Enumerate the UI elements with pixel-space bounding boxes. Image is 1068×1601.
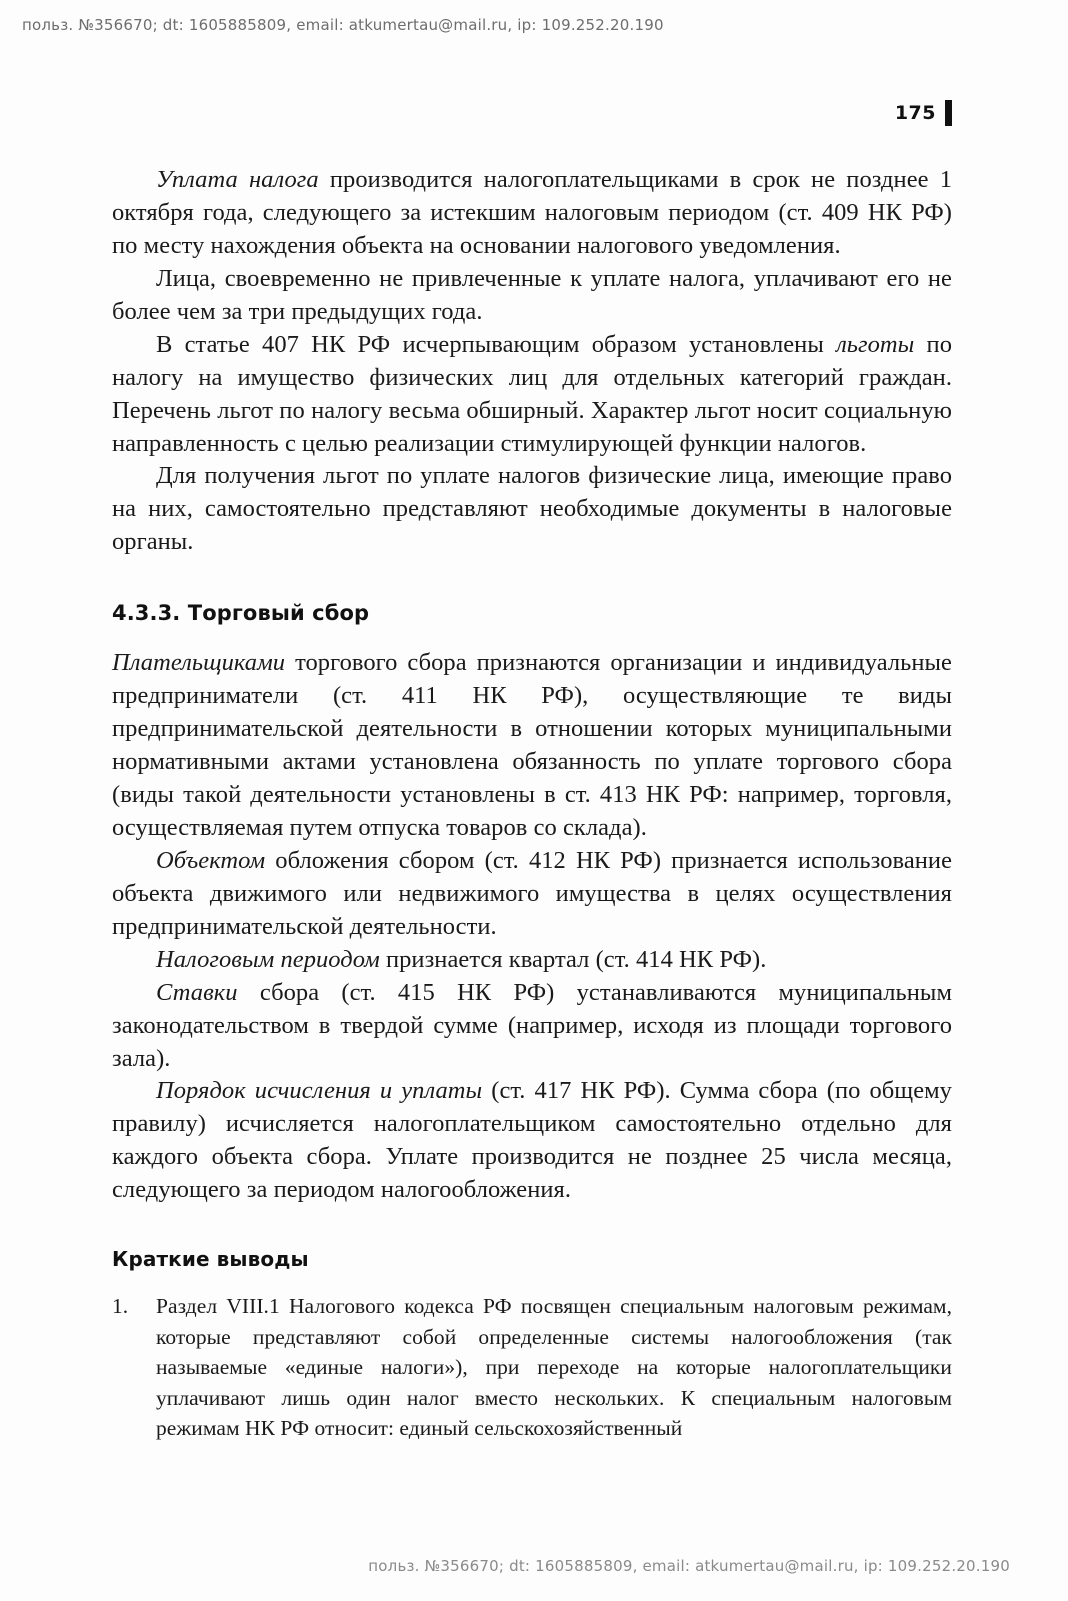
- watermark-top: польз. №356670; dt: 1605885809, email: atkumertau@mail.ru, ip: 109.252.20.190: [22, 16, 664, 34]
- paragraph-poryadok-ischisleniya: [112, 1075, 952, 1207]
- lead-in-platelshchikami: Плательщиками: [112, 649, 286, 677]
- paragraph-obekt: [112, 845, 952, 944]
- list-item: [112, 1291, 952, 1444]
- watermark-bottom: польз. №356670; dt: 1605885809, email: atkumertau@mail.ru, ip: 109.252.20.190: [368, 1557, 1010, 1575]
- list-item-number: 1.: [112, 1294, 129, 1319]
- paragraph-nalogovyy-period: [112, 944, 952, 977]
- lead-in-obektom: Объектом: [156, 846, 266, 874]
- paragraph-statya-407-a: В статье 407 НК РФ исчерпывающим образом установлены: [156, 330, 837, 358]
- paragraph-stavki-text: сбора (ст. 415 НК РФ) устанавливаются муниципальным законодательством в твердой сумме (например, исходя из площади торгового зала).: [112, 978, 952, 1072]
- paragraph-statya-407: [112, 329, 952, 461]
- paragraph-poryadok-ischisleniya-text: (ст. 417 НК РФ). Сумма сбора (по общему правилу) исчисляется налогоплательщиком самостоятельно отдельно для каждого объекта сбора. Уплате производится не позднее 25 числа месяца, следующего за периодом налогообложения.: [112, 1077, 952, 1204]
- summary-list: [112, 1291, 952, 1444]
- subheading-kratkie-vyvody: Краткие выводы: [112, 1247, 309, 1272]
- paragraph-platelshchiki-text: торгового сбора признаются организации и индивидуальные предприниматели (ст. 411 НК РФ), осуществляющие те виды предпринимательской деятельности в отношении которых муниципальными нормативными актами установлена обязанность по уплате торгового сбора (виды такой деятельности установлены в ст. 413 НК РФ: например, торговля, осуществляемая путем отпуска товаров со склада).: [112, 649, 952, 841]
- lead-in-uplata-naloga: Уплата налога: [156, 166, 319, 193]
- paragraph-dlya-polucheniya-lgot: Для получения льгот по уплате налогов физические лица, имеющие право на них, самостоятельно представляют необходимые документы в налоговые органы.: [112, 462, 952, 556]
- page-number-marker-icon: [945, 100, 952, 126]
- paragraph-uplata-naloga: [112, 164, 952, 263]
- page-content: [112, 96, 952, 1444]
- paragraph-uplata-naloga-text: производится налогоплательщиками в срок не позднее 1 октября года, следующего за истекшим налоговым периодом (ст. 409 НК РФ) по месту нахождения объекта на основании налогового уведомления.: [112, 166, 952, 259]
- page-number: 175: [894, 102, 936, 124]
- list-item-text: Раздел VIII.1 Налогового кодекса РФ посвящен специальным налоговым режимам, которые представляют собой определенные системы налогообложения (так называемые «единые налоги»), при переходе на которые налогоплательщики уплачивают лишь один налог вместо нескольких. К специальным налоговым режимам НК РФ относит: единый сельскохозяйственный: [156, 1294, 952, 1441]
- page-number-row: [112, 96, 952, 130]
- section-heading-torgovyy-sbor: 4.3.3. Торговый сбор: [112, 601, 370, 626]
- lead-in-stavki: Ставки: [156, 978, 238, 1006]
- paragraph-obekt-text: обложения сбором (ст. 412 НК РФ) признается использование объекта движимого или недвижимого имущества в целях осуществления предпринимательской деятельности.: [112, 846, 952, 940]
- paragraph-stavki: [112, 977, 952, 1076]
- lead-in-poryadok-ischisleniya: Порядок исчисления и уплаты: [156, 1077, 483, 1105]
- paragraph-statya-407-b: по налогу на имущество физических лиц для отдельных категорий граждан. Перечень льгот по налогу весьма обширный. Характер льгот носит социальную направленность с целью реализации стимулирующей функции налогов.: [112, 330, 952, 457]
- paragraph-nalogovyy-period-text: признается квартал (ст. 414 НК РФ).: [379, 945, 767, 973]
- lead-in-nalogovym-periodom: Налоговым периодом: [156, 945, 380, 973]
- paragraph-platelshchiki: [112, 647, 952, 845]
- paragraph-litsa: Лица, своевременно не привлеченные к уплате налога, уплачивают его не более чем за три предыдущих года.: [112, 264, 952, 325]
- emphasis-lgoty: льготы: [836, 330, 915, 358]
